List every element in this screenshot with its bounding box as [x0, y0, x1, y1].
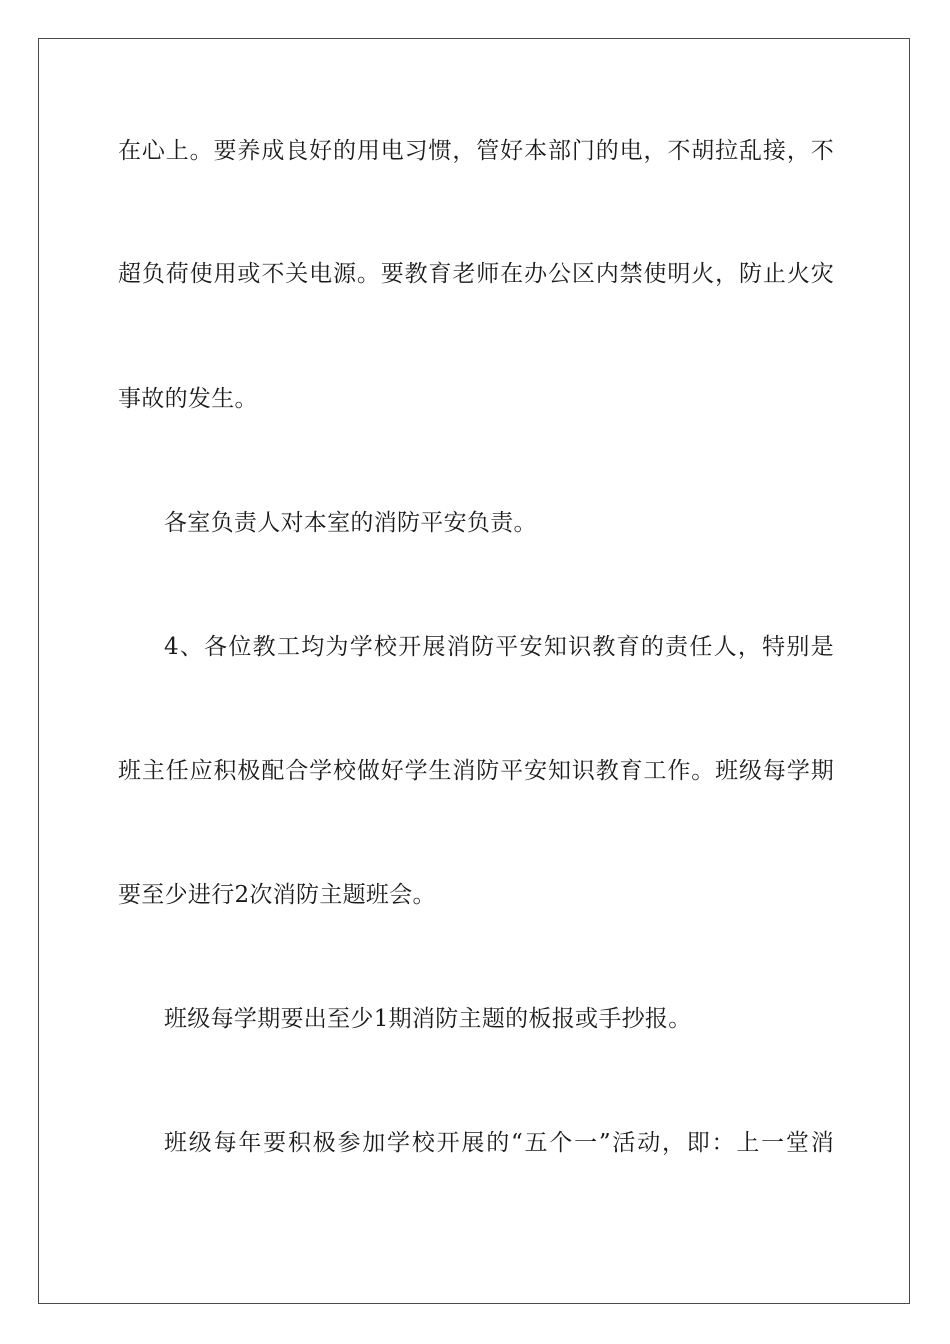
text-line: 在心上。要养成良好的用电习惯，管好本部门的电，不胡拉乱接，不: [118, 138, 834, 164]
text-line: 班级每年要积极参加学校开展的“五个一”活动，即：上一堂消: [164, 1130, 834, 1156]
text-line: 事故的发生。: [118, 386, 258, 412]
page-border: [38, 38, 910, 1304]
text-line: 各室负责人对本室的消防平安负责。: [164, 510, 537, 536]
text-line: 班主任应积极配合学校做好学生消防平安知识教育工作。班级每学期: [118, 758, 834, 784]
text-line: 班级每学期要出至少1期消防主题的板报或手抄报。: [164, 1006, 692, 1032]
text-line: 超负荷使用或不关电源。要教育老师在办公区内禁使明火，防止火灾: [118, 261, 834, 287]
text-line: 4、各位教工均为学校开展消防平安知识教育的责任人，特别是: [164, 634, 834, 660]
text-line: 要至少进行2次消防主题班会。: [118, 882, 436, 908]
